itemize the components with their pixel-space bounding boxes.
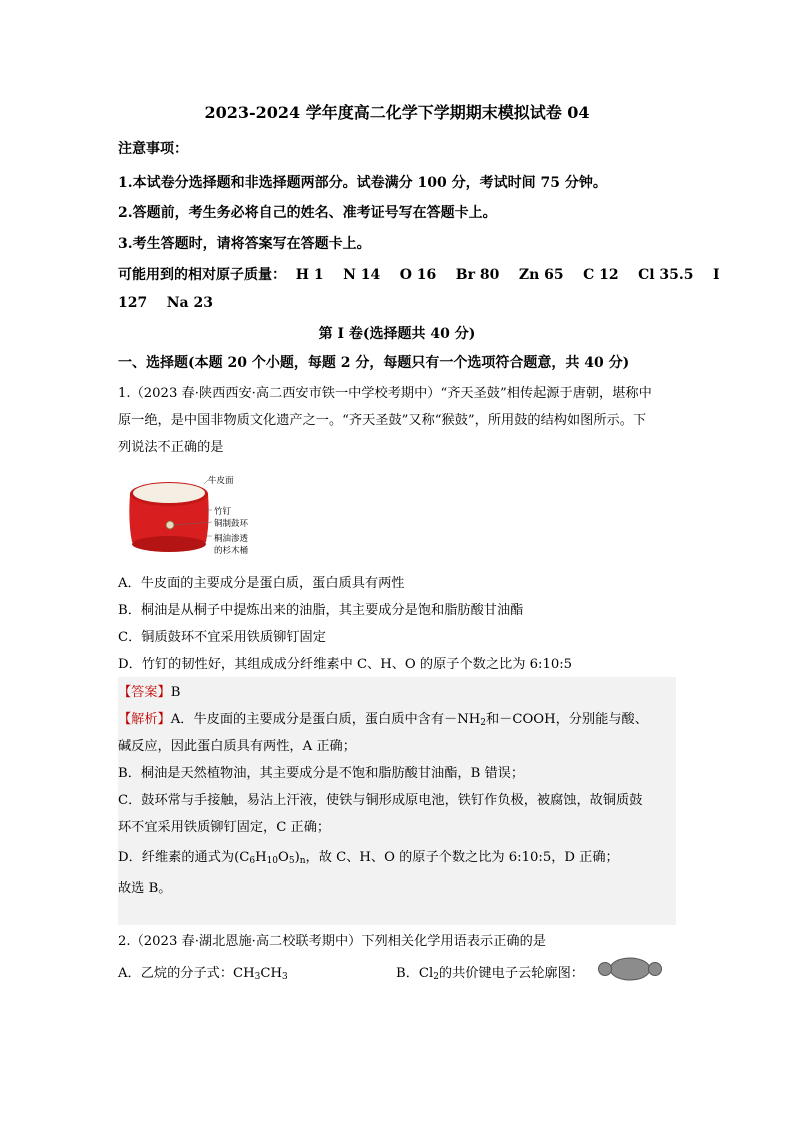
section1-heading: 一、选择题(本题 20 个小题，每题 2 分，每题只有一个选项符合题意，共 40 分) — [118, 355, 630, 371]
q1-analysis-line-3: B．桐油是天然植物油，其主要成分是不饱和脂肪酸甘油酯，B 错误； — [118, 766, 525, 781]
q1-option-b: B．桐油是从桐子中提炼出来的油脂，其主要成分是饱和脂肪酸甘油酯 — [118, 603, 524, 618]
drum-figure — [124, 474, 274, 558]
q1-stem-line-3: 列说法不正确的是 — [118, 440, 224, 455]
q2-stem: 2.（2023 春·湖北恩施·高二校联考期中）下列相关化学用语表示正确的是 — [118, 934, 546, 949]
notice-item-2: 2.答题前，考生务必将自己的姓名、准考证号写在答题卡上。 — [118, 205, 497, 221]
atomic-mass-line-2: 127 Na 23 — [118, 295, 213, 311]
q1-stem-line-2: 原一绝，是中国非物质文化遗产之一。“齐天圣鼓”又称“猴鼓”，所用鼓的结构如图所示。下 — [118, 413, 647, 428]
q2-option-b: B．$Cl_2$的共价键电子云轮廓图： — [396, 966, 584, 982]
analysis-text: ，故 C、H、O 的原子个数之比为 6:10:5，D 正确； — [305, 850, 619, 865]
electron-cloud-diagram — [598, 957, 662, 981]
q1-analysis-line-6 — [118, 846, 619, 866]
q1-option-a: A．牛皮面的主要成分是蛋白质，蛋白质具有两性 — [118, 576, 405, 591]
answer-tag: 【答案】 — [118, 685, 171, 700]
figure-label-cowhide: 牛皮面 — [208, 476, 234, 486]
analysis-text: A．牛皮面的主要成分是蛋白质，蛋白质中含有－NH — [170, 712, 481, 727]
q1-option-c: C．铜质鼓环不宜采用铁质铆钉固定 — [118, 630, 326, 645]
q2-option-a: A．乙烷的分子式：$CH_3CH_3$ — [118, 966, 288, 982]
atomic-mass-line-1: 可能用到的相对原子质量： H 1 N 14 O 16 Br 80 Zn 65 C 12 Cl 35.5 I — [118, 267, 720, 283]
q1-analysis-line-5: 环不宜采用铁质铆钉固定，C 正确； — [118, 820, 331, 835]
analysis-text: D．纤维素的通式为 — [118, 850, 235, 865]
q1-answer-line — [118, 681, 180, 700]
notice-item-3: 3.考生答题时，请将答案写在答题卡上。 — [118, 236, 371, 252]
part1-title: 第 I 卷(选择题共 40 分) — [318, 326, 476, 342]
cellulose-formula: $(C_6H_{10}O_5)_n$ — [234, 850, 306, 866]
q1-stem-line-1: 1.（2023 春·陕西西安·高二西安市铁一中学校考期中）“齐天圣鼓”相传起源于唐朝，堪称中 — [118, 386, 652, 401]
analysis-tag: 【解析】 — [118, 712, 171, 727]
answer-value: B — [170, 685, 181, 700]
subscript: 2 — [480, 718, 486, 728]
figure-label-copper-ring: 铜制鼓环 — [214, 519, 249, 529]
q1-analysis-line-1 — [118, 708, 648, 728]
q1-analysis-line-2: 碱反应，因此蛋白质具有两性，A 正确； — [118, 739, 356, 754]
figure-label-tung-oil: 桐油渗透 — [214, 534, 249, 544]
notice-item-1: 1.本试卷分选择题和非选择题两部分。试卷满分 100 分，考试时间 75 分钟。 — [118, 175, 607, 191]
drum-illustration — [124, 474, 274, 558]
q1-option-d: D．竹钉的韧性好，其组成成分纤维素中 C、H、O 的原子个数之比为 6:10:5 — [118, 657, 573, 672]
q1-analysis-line-4: C．鼓环常与手接触，易沾上汗液，使铁与铜形成原电池，铁钉作负极，被腐蚀，故铜质鼓 — [118, 793, 643, 808]
exam-title: 2023-2024 学年度高二化学下学期期末模拟试卷 04 — [204, 103, 590, 122]
notice-heading: 注意事项： — [118, 141, 188, 157]
q1-analysis-line-7: 故选 B。 — [118, 881, 172, 896]
analysis-text: 和－COOH，分别能与酸、 — [485, 712, 648, 727]
figure-label-bamboo-nail: 竹钉 — [214, 507, 232, 517]
figure-label-fir-barrel: 的杉木桶 — [214, 546, 249, 556]
